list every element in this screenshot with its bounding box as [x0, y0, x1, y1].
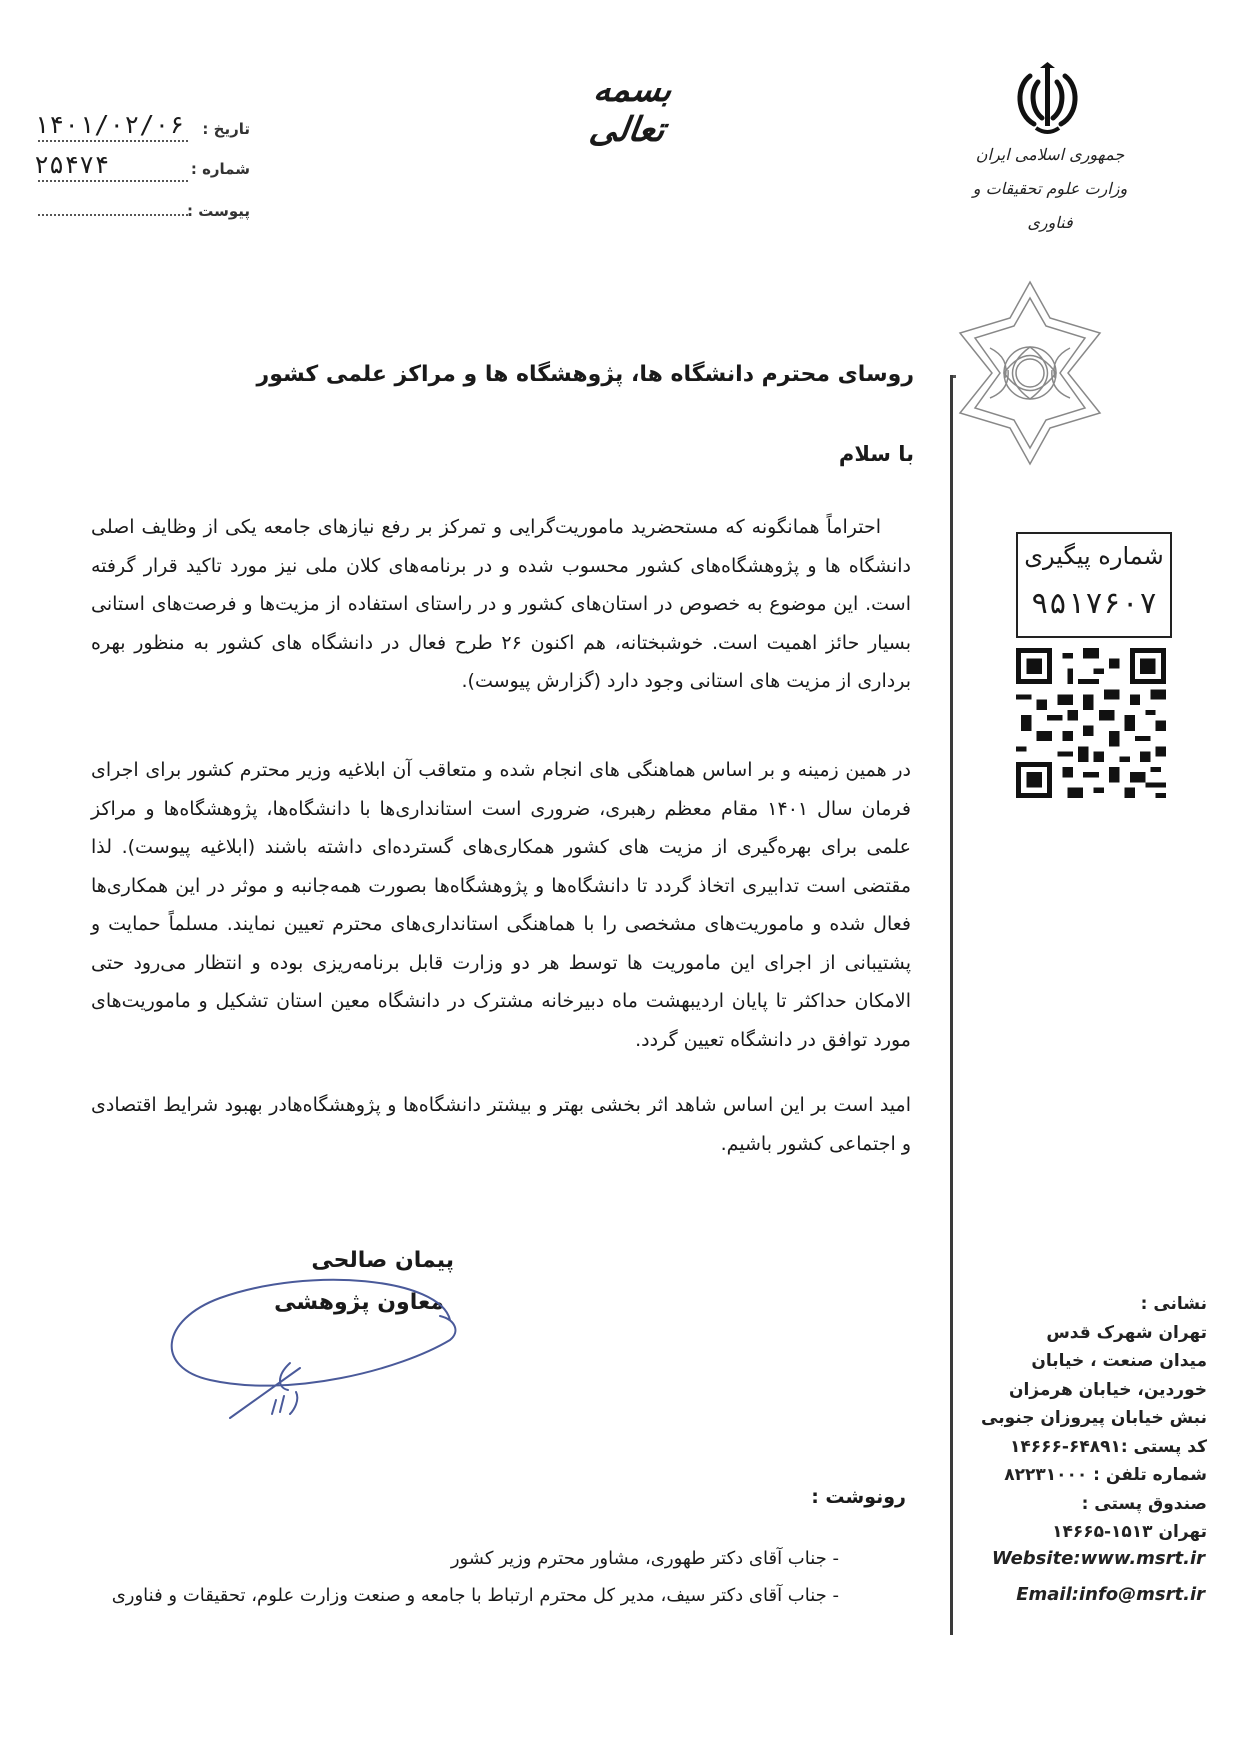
number-value: ۲۵۴۷۴ [34, 150, 110, 179]
basmala: بسمه تعالی [586, 70, 675, 150]
number-dotted-line [38, 180, 188, 182]
cc-item: - جناب آقای دکتر طهوری، مشاور محترم وزیر کشور [450, 1548, 839, 1569]
date-row [30, 110, 250, 144]
tracking-box [1016, 532, 1172, 638]
recipient: روسای محترم دانشگاه ها، پژوهشگاه ها و مراکز علمی کشور [256, 362, 914, 387]
number-row [30, 150, 250, 184]
cc-item: - جناب آقای دکتر سیف، مدیر کل محترم ارتباط با جامعه و صنعت وزارت علوم، تحقیقات و فناوری [111, 1585, 839, 1606]
iran-emblem-icon [1010, 62, 1085, 137]
address-line: نبش خیابان پیروزان جنوبی [981, 1408, 1207, 1428]
tracking-number: ۹۵۱۷۶۰۷ [1030, 586, 1158, 621]
date-value: ۱۴۰۱/۰۲/۰۶ [34, 110, 185, 139]
postal-code: کد پستی :۶۴۸۹۱-۱۴۶۶۶ [1009, 1436, 1207, 1457]
attachment-dotted-line [38, 214, 188, 216]
cc-label: رونوشت : [811, 1486, 906, 1508]
address-line: خوردین، خیابان هرمزان [1008, 1379, 1207, 1400]
website-link[interactable]: Website:www.msrt.ir [991, 1548, 1205, 1569]
ministry-line-2: وزارت علوم تحقیقات و فناوری [972, 179, 1128, 232]
signer-title: معاون پژوهشی [274, 1290, 444, 1315]
attachment-label: پیوست : [186, 202, 250, 220]
qr-code-icon [1016, 648, 1166, 798]
po-box-value: تهران ۱۵۱۳-۱۴۶۶۵ [1052, 1522, 1207, 1542]
address-line: میدان صنعت ، خیابان [1031, 1351, 1207, 1371]
handwritten-signature [150, 1258, 460, 1428]
date-dotted-line [38, 140, 188, 142]
ministry-name [960, 138, 1140, 240]
po-box-label: صندوق پستی : [1081, 1493, 1207, 1514]
email-link[interactable]: Email:info@msrt.ir [1016, 1584, 1205, 1605]
signer-name: پیمان صالحی [311, 1248, 454, 1273]
address-line: نشانی : [1140, 1294, 1207, 1314]
paragraph-2: در همین زمینه و بر اساس هماهنگی های انجام شده و متعاقب آن ابلاغیه وزیر محترم کشور برای اجرای فرمان سال ۱۴۰۱ مقام معظم رهبری، ضروری است استانداری‌ها با دانشگاه‌ها، پژوهشگاه‌ها و مراکز علمی برای بهره‌گیری از مزیت های کشور همکاری‌های گسترده‌ای داشته باشند (ابلاغیه پیوست). لذا مقتضی است تدابیری اتخاذ گردد تا دانشگاه‌ها و پژوهشگاه‌ها بصورت همه‌جانبه و موثر در این همکاری‌ها فعال شده و ماموریت‌های مشخصی را با هماهنگی استانداری‌های محترم تعیین نمایند. مسلماً حمایت و پشتیبانی از اجرای این ماموریت ها توسط هر دو وزارت قابل برنامه‌ریزی بوده و انتظار می‌رود حتی الامکان حداکثر تا پایان اردیبهشت ماه دبیرخانه مشترک در دانشگاه معین استان تشکیل و ماموریت‌های مورد توافق در دانشگاه تعیین گردد. [91, 759, 911, 1051]
phone-number: شماره تلفن : ۸۲۲۳۱۰۰۰ [1004, 1465, 1207, 1485]
ornament-icon [950, 278, 1110, 468]
ministry-line-1: جمهوری اسلامی ایران [975, 145, 1125, 164]
attachment-row [30, 192, 250, 226]
date-label: تاریخ : [202, 120, 250, 138]
greeting: با سلام [838, 442, 914, 466]
paragraph-1: احتراماً همانگونه که مستحضرید ماموریت‌گرایی و تمرکز بر رفع نیازهای جامعه یکی از وظایف اصلی دانشگاه ها و پژوهشگاه‌های کشور محسوب شده و در برنامه‌های کلان ملی نیز مورد تاکید قرار گرفته است. این موضوع به خصوص در استان‌های کشور و در راستای استفاده از مزیت‌ها و فرصت‌های استانی بسیار حائز اهمیت است. خوشبختانه، هم اکنون ۲۶ طرح فعال در دانشگاه های کشور به منظور بهره برداری از مزیت های استانی وجود دارد (گزارش پیوست). [91, 516, 911, 692]
number-label: شماره : [190, 160, 250, 178]
address-line: تهران شهرک قدس [1046, 1322, 1207, 1343]
tracking-label: شماره پیگیری [1024, 542, 1164, 570]
address-block [947, 1290, 1207, 1547]
paragraph-3: امید است بر این اساس شاهد اثر بخشی بهتر و بیشتر دانشگاه‌ها و پژوهشگاه‌هادر بهبود شرایط اقتصادی و اجتماعی کشور باشیم. [91, 1094, 911, 1155]
